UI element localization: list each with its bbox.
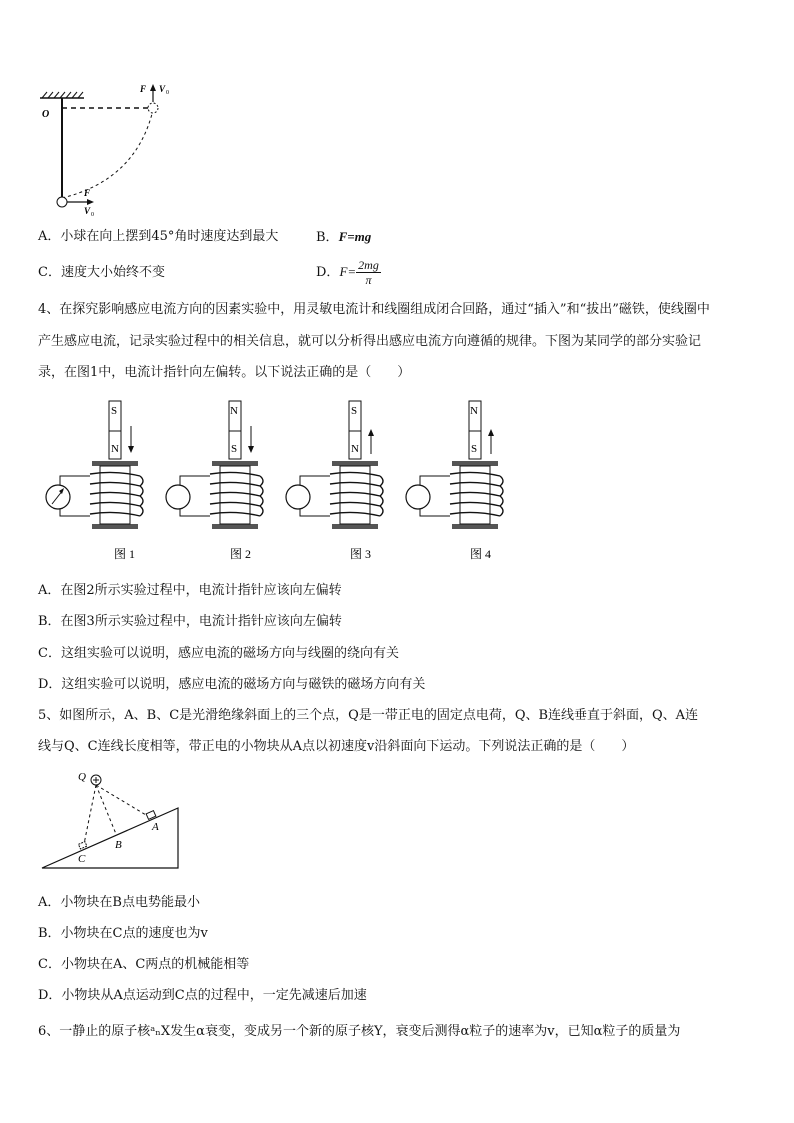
q4-fig3-bottom-pole: N <box>351 443 359 455</box>
q4-fig2-caption: 图 2 <box>230 547 252 561</box>
q4-fig3-top-pole: S <box>351 405 358 417</box>
q4-fig3-caption: 图 3 <box>350 547 372 561</box>
q4-fig4-bottom-pole: S <box>471 443 478 455</box>
q3-label-v0-bottom: V <box>84 206 91 216</box>
q4-stem-line-3: 录，在图1中，电流计指针向左偏转。以下说法正确的是（ ） <box>38 365 411 380</box>
q3-label-o: O <box>42 109 50 120</box>
q3-pendulum-figure <box>36 80 186 220</box>
q5-label-c: C <box>78 853 86 865</box>
q4-stem-line-2: 产生感应电流，记录实验过程中的相关信息，就可以分析得出感应电流方向遵循的规律。下图为某同学的部分实验记 <box>38 334 702 349</box>
q3-option-d-denominator: π <box>365 273 372 287</box>
q5-label-a: A <box>152 821 159 833</box>
q4-option-c: C．这组实验可以说明，感应电流的磁场方向与线圈的绕向有关 <box>38 646 399 661</box>
q3-label-f-top: F <box>140 84 147 94</box>
q4-stem-line-1: 4、在探究影响感应电流方向的因素实验中，用灵敏电流计和线圈组成闭合回路，通过“插入”和“拔出”磁铁，使线圈中 <box>38 302 710 317</box>
q4-option-d: D．这组实验可以说明，感应电流的磁场方向与磁铁的磁场方向有关 <box>38 677 426 692</box>
q3-option-d-fraction <box>356 258 381 287</box>
q4-fig2-bottom-pole: S <box>231 443 238 455</box>
q4-option-b: B．在图3所示实验过程中，电流计指针应该向左偏转 <box>38 614 342 629</box>
q4-fig1-bottom-pole: N <box>111 443 119 455</box>
q5-option-a: A．小物块在B点电势能最小 <box>38 895 200 910</box>
q3-option-d-numerator: 2mg <box>358 258 379 272</box>
q4-figure-1 <box>46 401 143 561</box>
q3-option-a: A．小球在向上摆到45°角时速度达到最大 <box>38 229 279 244</box>
q5-incline-figure <box>38 768 188 874</box>
q4-fig2-top-pole: N <box>230 405 238 417</box>
q5-label-b: B <box>115 839 122 851</box>
q3-option-b-prefix: B． <box>316 230 339 245</box>
q3-option-b-math: F=mg <box>338 229 372 244</box>
q3-option-d <box>316 256 381 289</box>
q4-fig4-top-pole: N <box>470 405 478 417</box>
q6-stem-line-1: 6、一静止的原子核ᵃₙX发生α衰变，变成另一个新的原子核Y，衰变后测得α粒子的速率为v，已知α粒子的质量为 <box>38 1024 681 1039</box>
q3-option-c: C．速度大小始终不变 <box>38 265 165 280</box>
q5-stem-line-1: 5、如图所示，A、B、C是光滑绝缘斜面上的三个点，Q是一带正电的固定点电荷，Q、B连线垂直于斜面，Q、A连 <box>38 708 699 723</box>
q3-option-d-prefix: D． <box>316 265 340 280</box>
q3-label-v0-bottom-sub: 0 <box>91 212 94 218</box>
q4-figure-2 <box>166 401 263 561</box>
q4-figures <box>30 396 510 566</box>
q3-option-d-lhs: F= <box>339 264 357 279</box>
q4-fig4-caption: 图 4 <box>470 547 492 561</box>
q3-label-v0-top: V <box>159 84 166 94</box>
q3-option-b <box>316 228 371 247</box>
q5-label-q: Q <box>78 771 86 783</box>
q4-fig1-caption: 图 1 <box>114 547 136 561</box>
q3-label-v0-top-sub: 0 <box>166 90 169 96</box>
q4-figure-3 <box>286 401 383 561</box>
q5-option-c: C．小物块在A、C两点的机械能相等 <box>38 957 250 972</box>
q5-option-d: D．小物块从A点运动到C点的过程中，一定先减速后加速 <box>38 988 367 1003</box>
q4-fig1-top-pole: S <box>111 405 118 417</box>
q4-option-a: A．在图2所示实验过程中，电流计指针应该向左偏转 <box>38 583 342 598</box>
q4-figure-4 <box>406 401 503 561</box>
q3-label-f-bottom: F <box>84 188 91 198</box>
q5-option-b: B．小物块在C点的速度也为v <box>38 926 208 941</box>
q5-stem-line-2: 线与Q、C连线长度相等，带正电的小物块从A点以初速度v沿斜面向下运动。下列说法正确的是（ ） <box>38 739 635 754</box>
